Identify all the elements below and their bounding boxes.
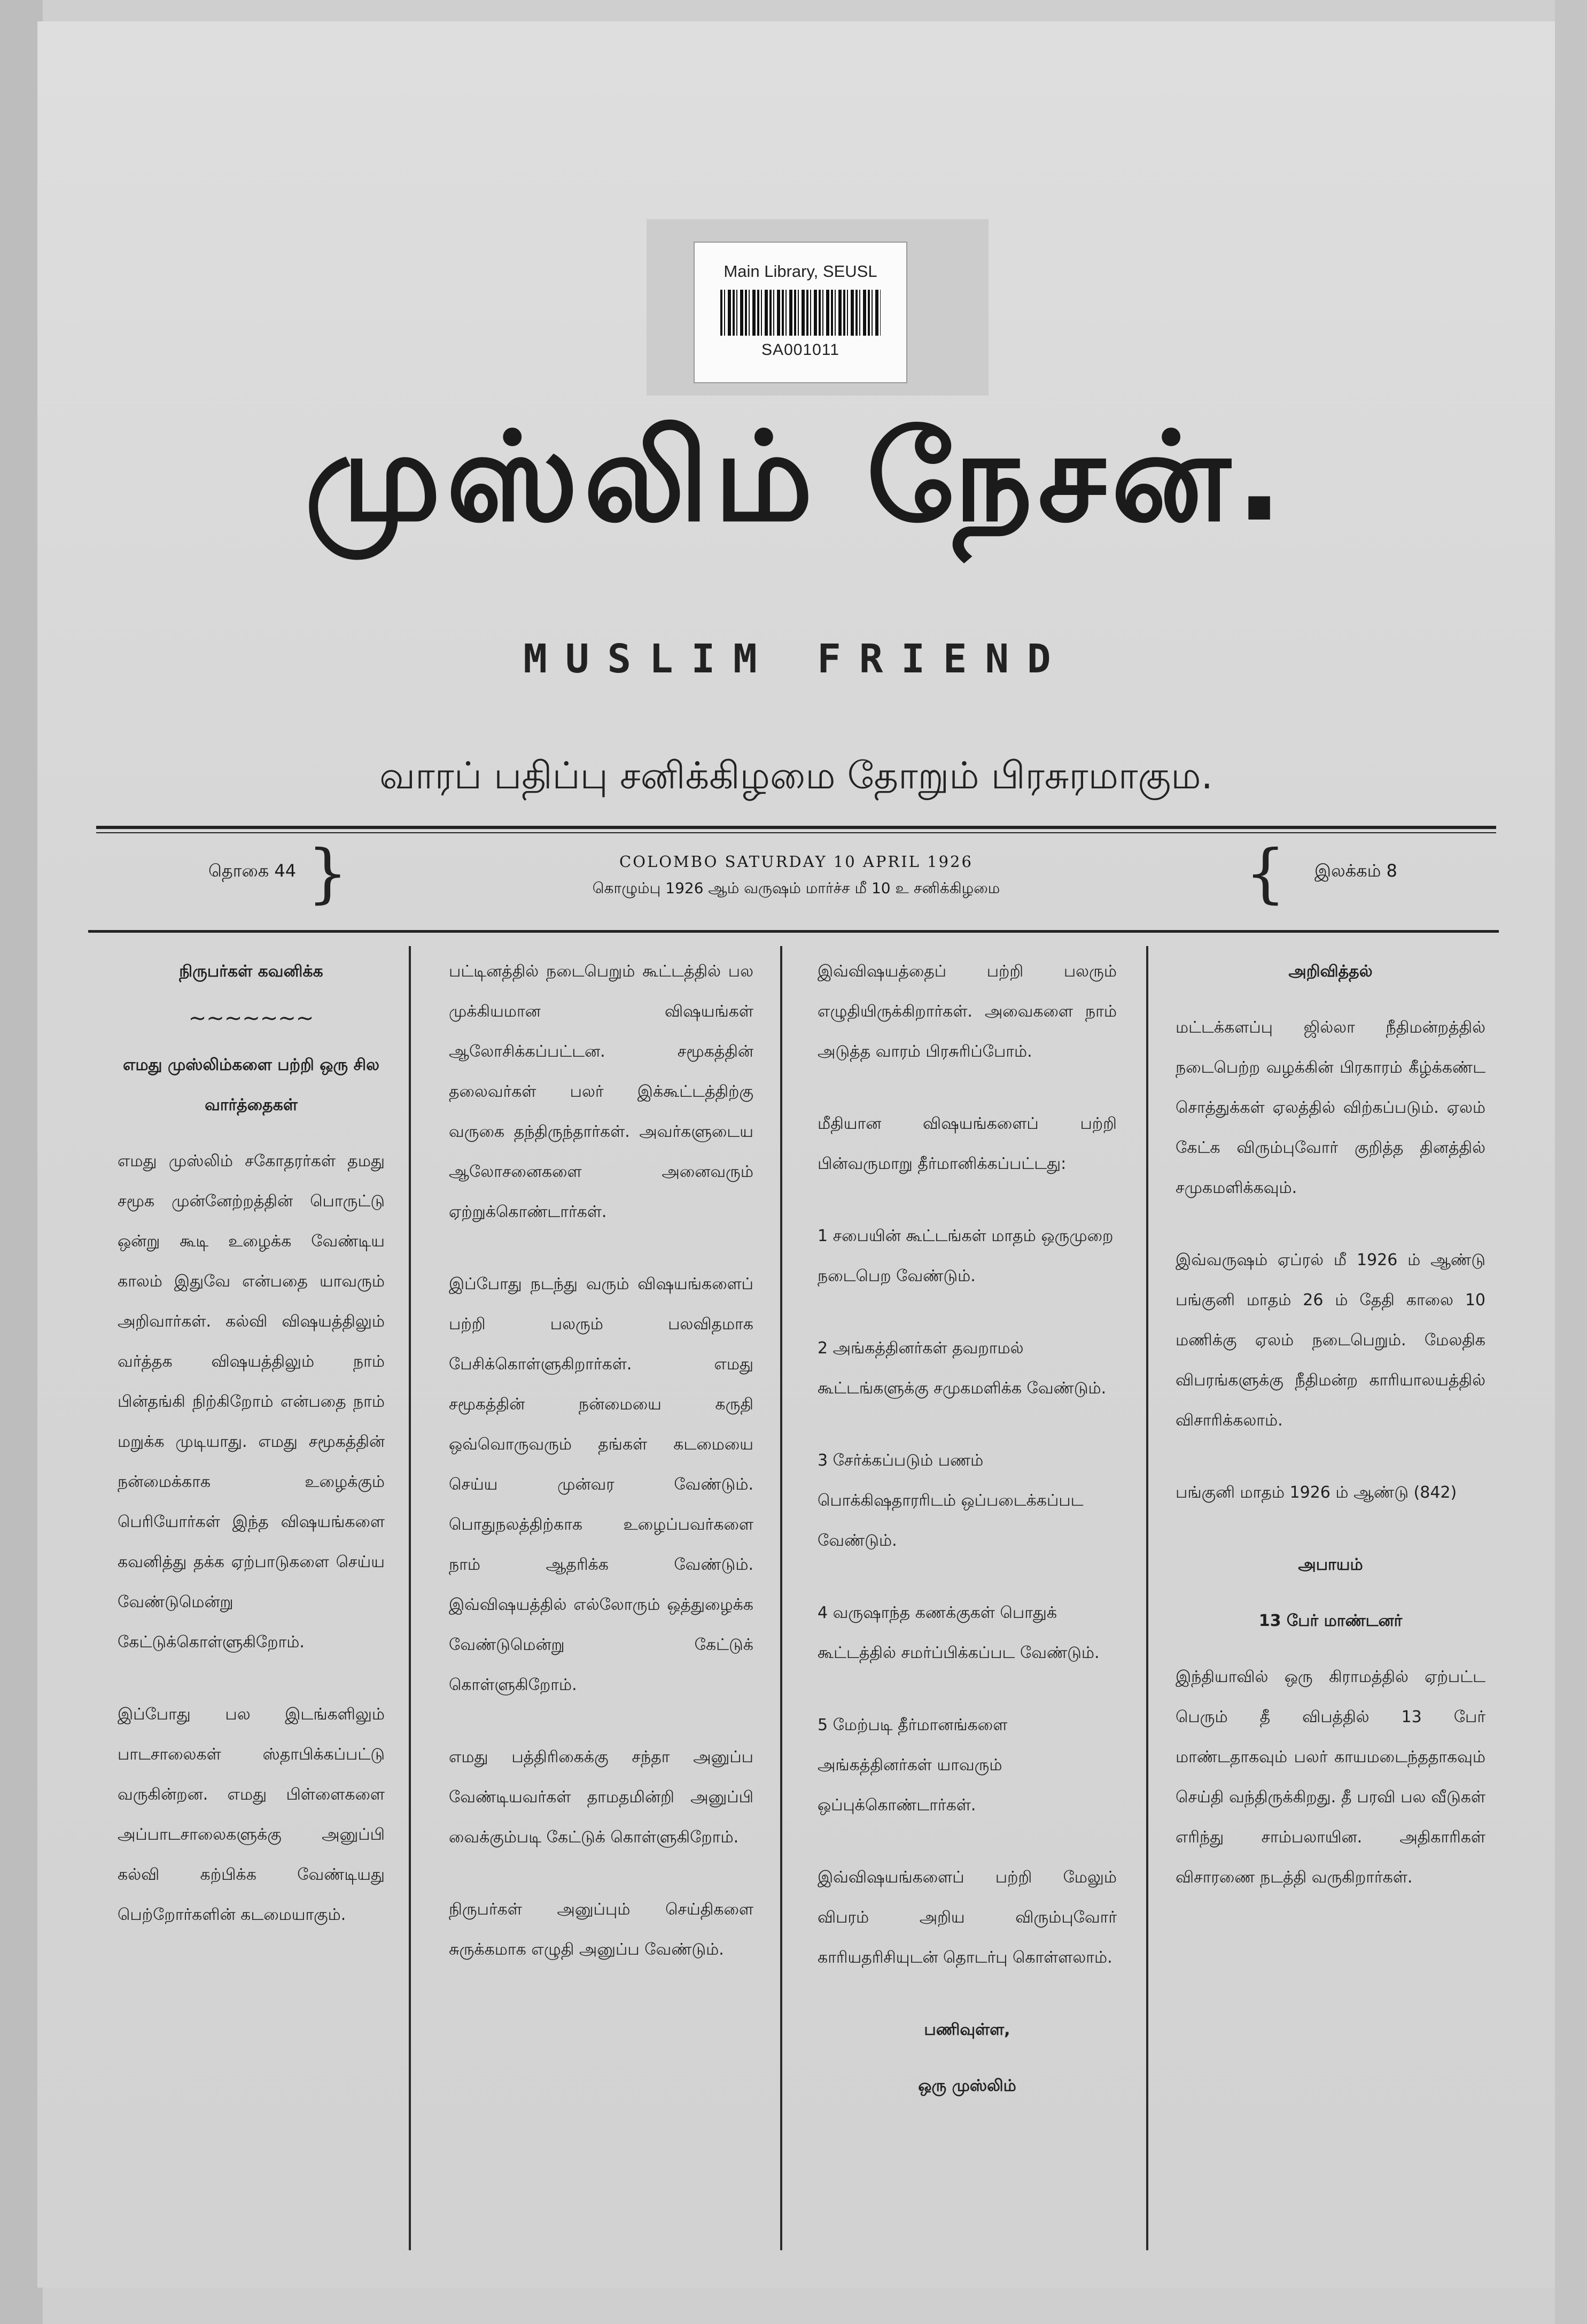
col1-subheading: எமது முஸ்லிம்களை பற்றி ஒரு சில வார்த்தைகள் — [122, 1056, 380, 1114]
issue-number: இலக்கம் 8 — [1314, 861, 1397, 881]
col4-news-body: இந்தியாவில் ஒரு கிராமத்தில் ஏற்பட்ட பெரும் தீ விபத்தில் 13 பேர் மாண்டதாகவும் பலர் காயமடைந்ததாகவும் செய்தி வந்திருக்கிறது. தீ பரவி பல வீடுகள் எரிந்து சாம்பலாயின. அதிகாரிகள் விசாரணை நடத்தி வருகிறார்கள். — [1176, 1668, 1485, 1887]
volume-label: தொகை 44 — [208, 861, 297, 881]
col3-list-item: 3 சேர்க்கப்படும் பணம் பொக்கிஷதாரரிடம் ஒப்படைக்கப்பட வேண்டும். — [818, 1451, 1084, 1550]
col3-list-item: 4 வருஷாந்த கணக்குகள் பொதுக் கூட்டத்தில் சமர்ப்பிக்கப்பட வேண்டும். — [818, 1603, 1100, 1662]
col4-heading: அறிவித்தல் — [1288, 962, 1373, 981]
col1-divider: ~~~~~~~ — [188, 1006, 314, 1031]
scan-margin-left — [0, 0, 43, 2324]
col3-signature: ஒரு முஸ்லிம் — [918, 2077, 1016, 2095]
col3-closing-salutation: பணிவுள்ள, — [924, 2020, 1010, 2039]
col2-paragraph: நிருபர்கள் அனுப்பும் செய்திகளை சுருக்கமாக எழுதி அனுப்ப வேண்டும். — [449, 1900, 753, 1959]
col3-list-item: 1 சபையின் கூட்டங்கள் மாதம் ஒருமுறை நடைபெற வேண்டும். — [818, 1227, 1114, 1285]
col1-paragraph: எமது முஸ்லிம் சகோதரர்கள் தமது சமூக முன்னேற்றத்தின் பொருட்டு ஒன்று கூடி உழைக்க வேண்டிய காலம் இதுவே என்பதை யாவரும் அறிவார்கள். கல்வி விஷயத்திலும் வர்த்தக விஷயத்திலும் நாம் பின்தங்கி நிற்கிறோம் என்பதை நாம் மறுக்க முடியாது. எமது சமூகத்தின் நன்மைக்காக உழைக்கும் பெரியோர்கள் இந்த விஷயங்களை கவனித்து தக்க ஏற்பாடுகளை செய்ய வேண்டுமென்று கேட்டுக்கொள்ளுகிறோம். — [118, 1152, 385, 1652]
newspaper-page — [37, 21, 1555, 2288]
col4-paragraph: பங்குனி மாதம் 1926 ம் ஆண்டு (842) — [1176, 1483, 1457, 1502]
col2-paragraph: எமது பத்திரிகைக்கு சந்தா அனுப்ப வேண்டியவர்கள் தாமதமின்றி அனுப்பி வைக்கும்படி கேட்டுக் கொள்ளுகிறோம். — [449, 1748, 753, 1847]
library-barcode-label — [694, 242, 907, 383]
header-rule-bottom — [88, 930, 1499, 933]
column-1 — [118, 951, 385, 2245]
col2-paragraph: பட்டினத்தில் நடைபெறும் கூட்டத்தில் பல முக்கியமான விஷயங்கள் ஆலோசிக்கப்பட்டன. சமூகத்தின் தலைவர்கள் பலர் இக்கூட்டத்திற்கு வருகை தந்திருந்தார்கள். அவர்களுடைய ஆலோசனைகளை அனைவரும் ஏற்றுக்கொண்டார்கள். — [449, 962, 753, 1221]
scan-margin-right — [1555, 0, 1587, 2324]
accession-code: SA001011 — [761, 341, 839, 359]
masthead-title-tamil: முஸ்லிம் நேசன். — [304, 406, 1288, 549]
col3-paragraph: மீதியான விஷயங்களைப் பற்றி பின்வருமாறு தீர்மானிக்கப்பட்டது: — [818, 1114, 1117, 1173]
col3-list-item: 5 மேற்படி தீர்மானங்களை அங்கத்தினர்கள் யாவரும் ஒப்புக்கொண்டார்கள். — [818, 1716, 1008, 1815]
col4-paragraph: மட்டக்களப்பு ஜில்லா நீதிமன்றத்தில் நடைபெற்ற வழக்கின் பிரகாரம் கீழ்க்கண்ட சொத்துக்கள் ஏலத்தில் விற்கப்படும். ஏலம் கேட்க விரும்புவோர் குறித்த தினத்தில் சமுகமளிக்கவும். — [1176, 1018, 1485, 1197]
brace-right: { — [1245, 836, 1286, 911]
library-name: Main Library, SEUSL — [724, 262, 877, 281]
col4-news-heading: அபாயம் — [1298, 1555, 1363, 1574]
brace-left: } — [307, 836, 348, 911]
column-divider-3 — [1146, 946, 1148, 2250]
header-rule-top-thin — [96, 832, 1496, 833]
masthead-tagline: வாரப் பதிப்பு சனிக்கிழமை தோறும் பிரசுரமாகும. — [379, 754, 1213, 797]
column-3 — [818, 951, 1117, 2245]
col3-paragraph: இவ்விஷயத்தைப் பற்றி பலரும் எழுதியிருக்கிறார்கள். அவைகளை நாம் அடுத்த வாரம் பிரசுரிப்போம். — [818, 962, 1117, 1061]
column-2 — [449, 951, 753, 2245]
col4-paragraph: இவ்வருஷம் ஏப்ரல் மீ 1926 ம் ஆண்டு பங்குனி மாதம் 26 ம் தேதி காலை 10 மணிக்கு ஏலம் நடைபெறும். மேலதிக விபரங்களுக்கு நீதிமன்ற காரியாலயத்தில் விசாரிக்கலாம். — [1176, 1251, 1485, 1430]
header-rule-top — [96, 826, 1496, 829]
col3-closing: இவ்விஷயங்களைப் பற்றி மேலும் விபரம் அறிய விரும்புவோர் காரியதரிசியுடன் தொடர்பு கொள்ளலாம். — [818, 1868, 1117, 1967]
dateline-english: COLOMBO SATURDAY 10 APRIL 1926 — [619, 853, 973, 871]
col2-paragraph: இப்போது நடந்து வரும் விஷயங்களைப் பற்றி பலரும் பலவிதமாக பேசிக்கொள்ளுகிறார்கள். எமது சமூகத்தின் நன்மையை கருதி ஒவ்வொருவரும் தங்கள் கடமையை செய்ய முன்வர வேண்டும். பொதுநலத்திற்காக உழைப்பவர்களை நாம் ஆதரிக்க வேண்டும். இவ்விஷயத்தில் எல்லோரும் ஒத்துழைக்க வேண்டுமென்று கேட்டுக் கொள்ளுகிறோம். — [449, 1275, 753, 1694]
col1-paragraph: இப்போது பல இடங்களிலும் பாடசாலைகள் ஸ்தாபிக்கப்பட்டு வருகின்றன. எமது பிள்ளைகளை அப்பாடசாலைகளுக்கு அனுப்பி கல்வி கற்பிக்க வேண்டியது பெற்றோர்களின் கடமையாகும். — [118, 1705, 385, 1924]
col1-heading: நிருபர்கள் கவனிக்க — [179, 962, 323, 981]
column-divider-1 — [409, 946, 411, 2250]
col3-list-item: 2 அங்கத்தினர்கள் தவறாமல் கூட்டங்களுக்கு சமுகமளிக்க வேண்டும். — [818, 1339, 1107, 1398]
column-4 — [1176, 951, 1485, 2245]
col4-news-subheading: 13 பேர் மாண்டனர் — [1258, 1612, 1403, 1630]
dateline-tamil: கொழும்பு 1926 ஆம் வருஷம் மார்ச்ச மீ 10 உ சனிக்கிழமை — [592, 879, 1000, 897]
column-divider-2 — [780, 946, 782, 2250]
barcode-icon — [720, 290, 881, 336]
masthead-title-english: MUSLIM FRIEND — [523, 636, 1069, 682]
